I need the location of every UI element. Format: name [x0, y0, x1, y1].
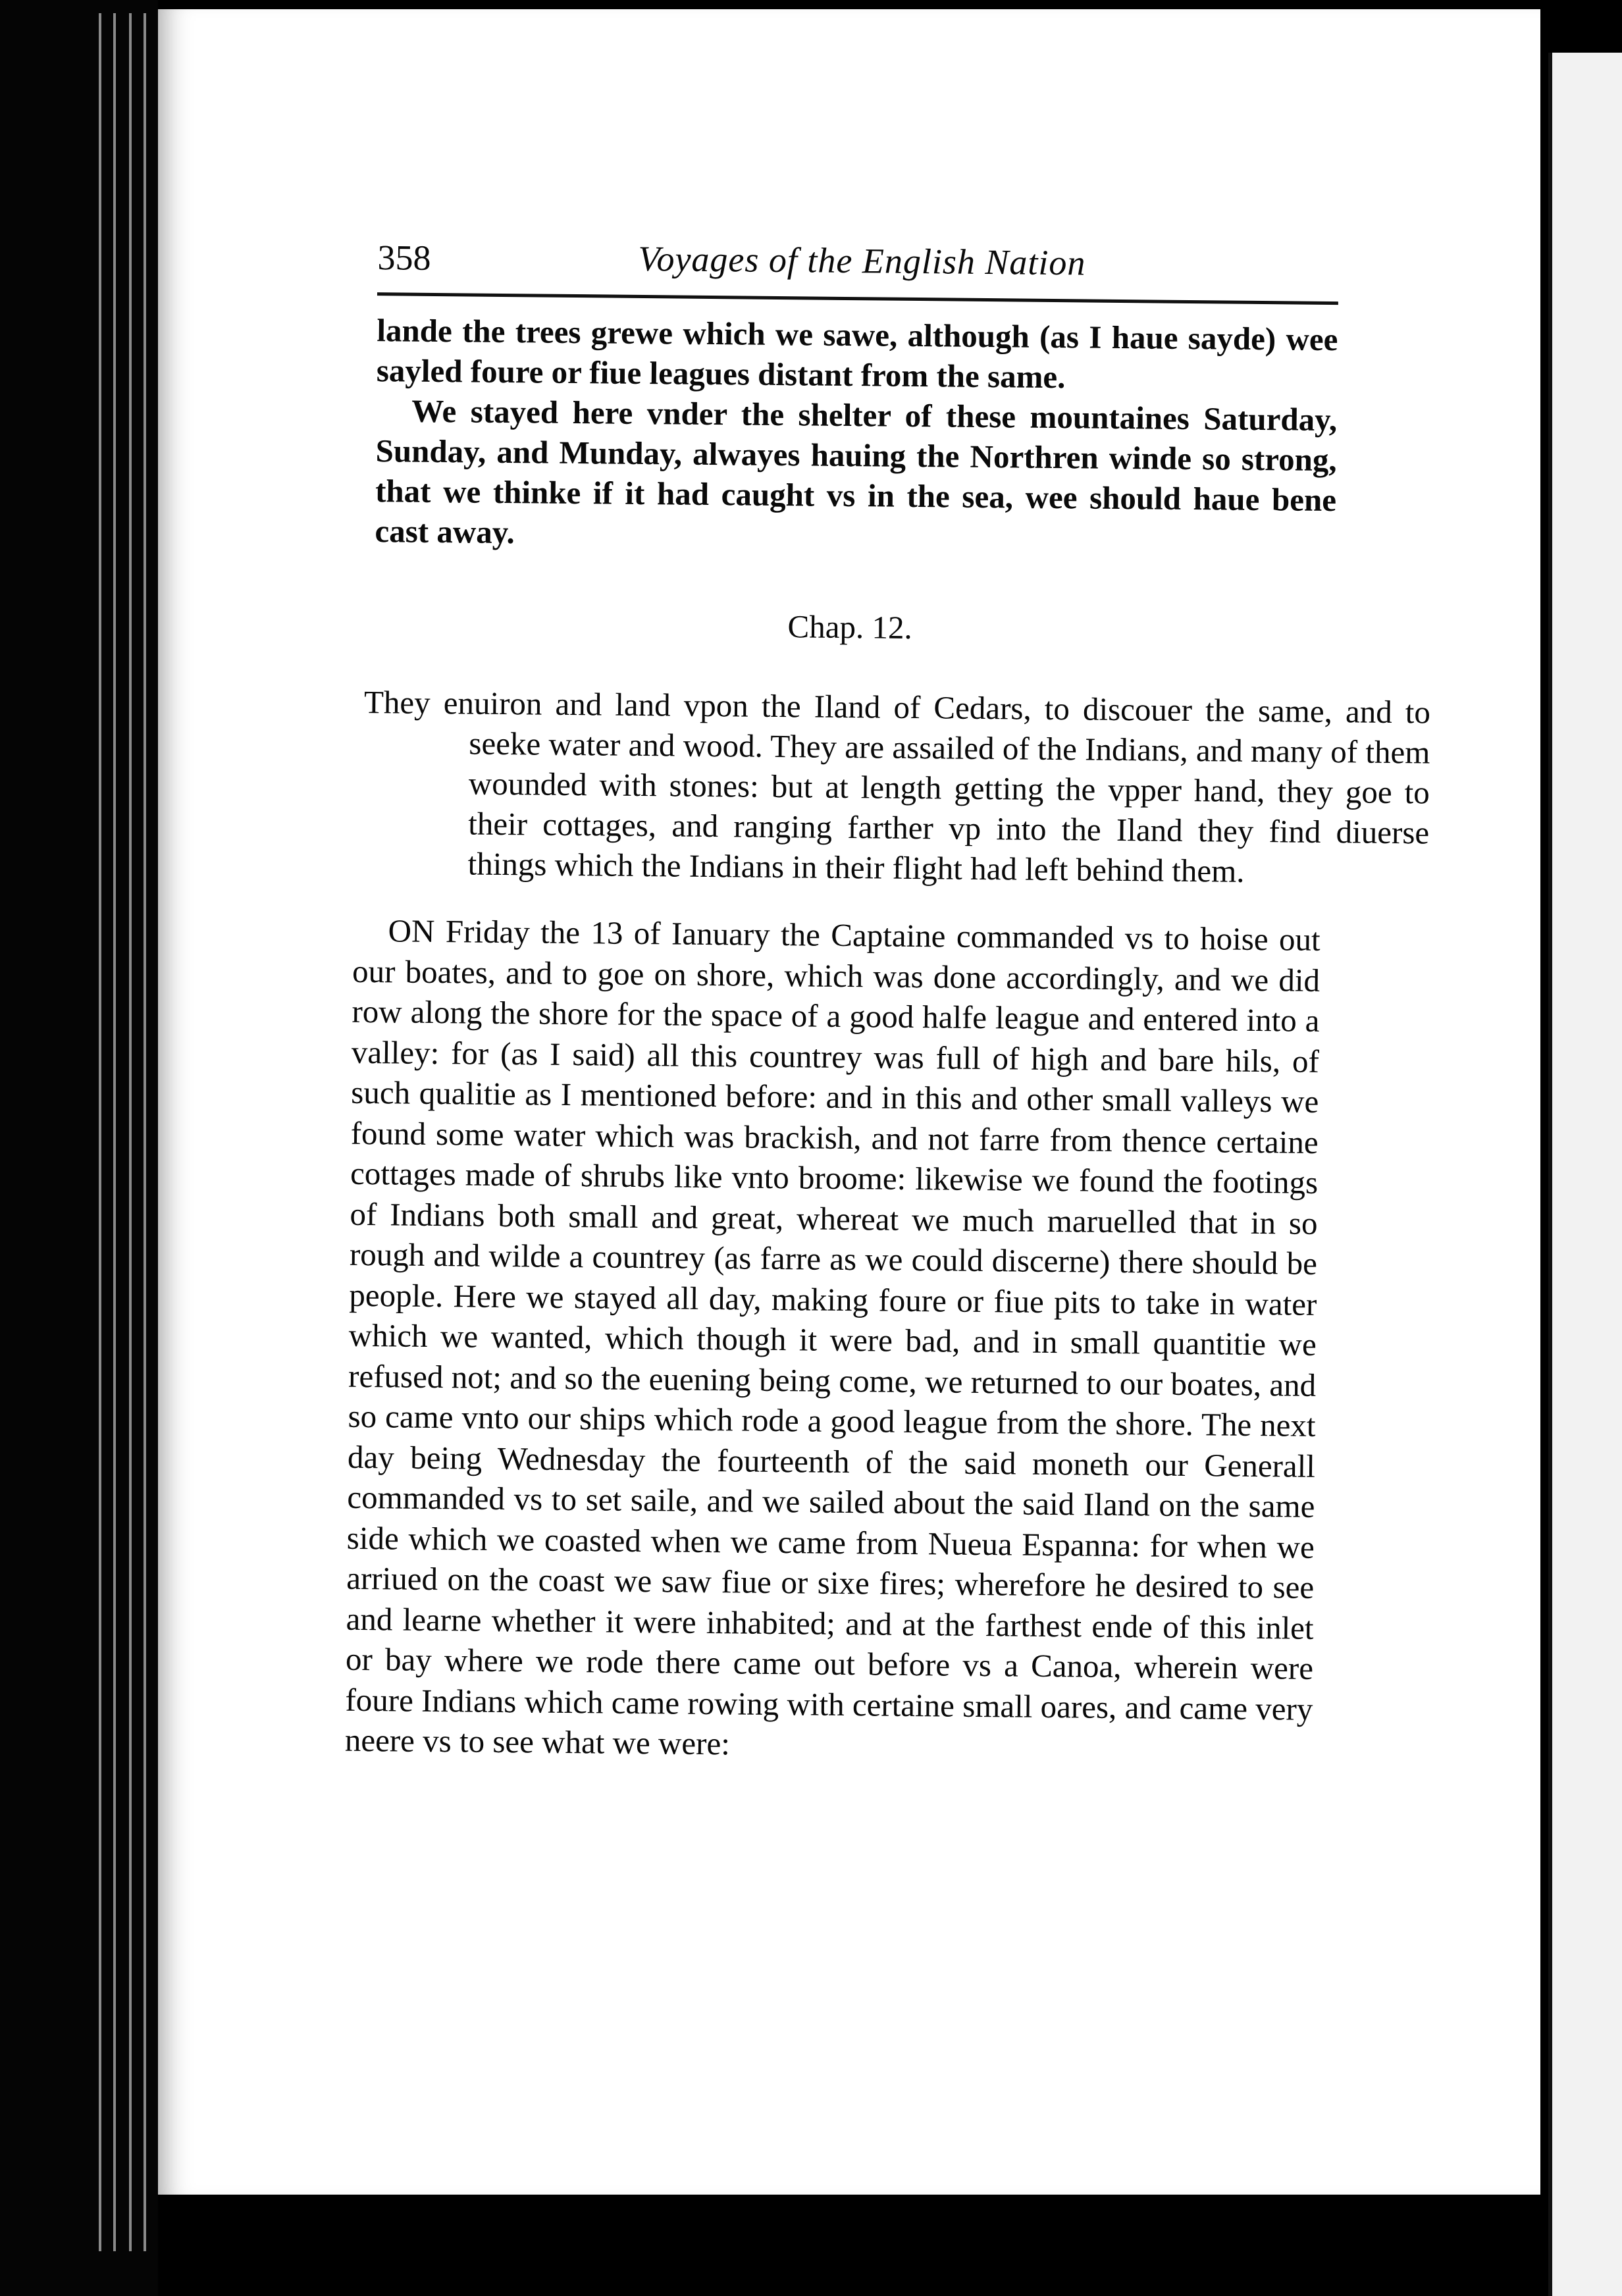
running-head: [368, 224, 1343, 296]
paragraph: ON Friday the 13 of Ianuary the Captaine commanded vs to hoise out our boates, and to goe on shore, which was done accordingly, and we did row along the shore for the space of a good halfe league and entered into a valley: for (as I said) all this countrey was full of high and bare hils, of such qualitie as I mentioned before: and in this and other small valleys we found some water which was brackish, and not farre from thence certaine cottages made of shrubs like vnto broome: likewise we found the footings of Indians both small and great, whereat we much maruelled that in so rough and wilde a countrey (as farre as we could discerne) there should be people. Here we stayed all day, making foure or fiue pits to take in water which we wanted, which though it were bad, and in small quantitie we refused not; and so the euening being come, we returned to our boates, and so came vnto our ships which rode a good league from the shore. The next day being Wednesday the fourteenth of the said moneth our Generall commanded vs to set saile, and we sailed about the said Iland on the same side which we coasted when we came from Nueua Espanna: for when we arriued on the coast we saw fiue or sixe fires; wherefore he desired to see and learne whether it were inhabited; and at the farthest ende of this inlet or bay where we rode there came out before vs a Canoa, wherein were foure Indians which came rowing with certaine small oares, and came very neere vs to see what we were:: [344, 912, 1321, 1762]
page-edge-line: [113, 13, 116, 2251]
paragraph: lande the trees grewe which we sawe, although (as I haue sayde) wee sayled foure or fiue leagues distant from the same.: [376, 312, 1338, 396]
body-text: [345, 910, 1321, 1770]
chapter-heading: Chap. 12.: [787, 608, 913, 646]
facing-page-edge: [1548, 53, 1622, 2296]
page-bottom-shadow: [158, 2195, 1548, 2296]
page-edge-line: [99, 13, 101, 2251]
page-content: [344, 224, 1431, 1770]
book-binding: [0, 0, 158, 2296]
chapter-summary: They enuiron and land vpon the Iland of Cedars, to discouer the same, and to seeke water and wood. They are assailed of the Indians, and many of them wounded with stones: but at length getting the vpper hand, they goe to their cottages, and ranging farther vp into the Iland they find diuerse things which the Indians in their flight had left behind them.: [363, 683, 1431, 889]
paragraph: We stayed here vnder the shelter of these mountaines Saturday, Sunday, and Munday, alwayes hauing the Northren winde so strong, that we thinke if it had caught vs in the sea, wee should haue bene cast away.: [375, 392, 1338, 551]
text-block-top: [375, 310, 1338, 560]
page-edge-line: [129, 13, 132, 2251]
running-title: Voyages of the English Nation: [638, 238, 1086, 283]
page-edge-line: [144, 13, 146, 2251]
page-number: 358: [377, 238, 431, 278]
